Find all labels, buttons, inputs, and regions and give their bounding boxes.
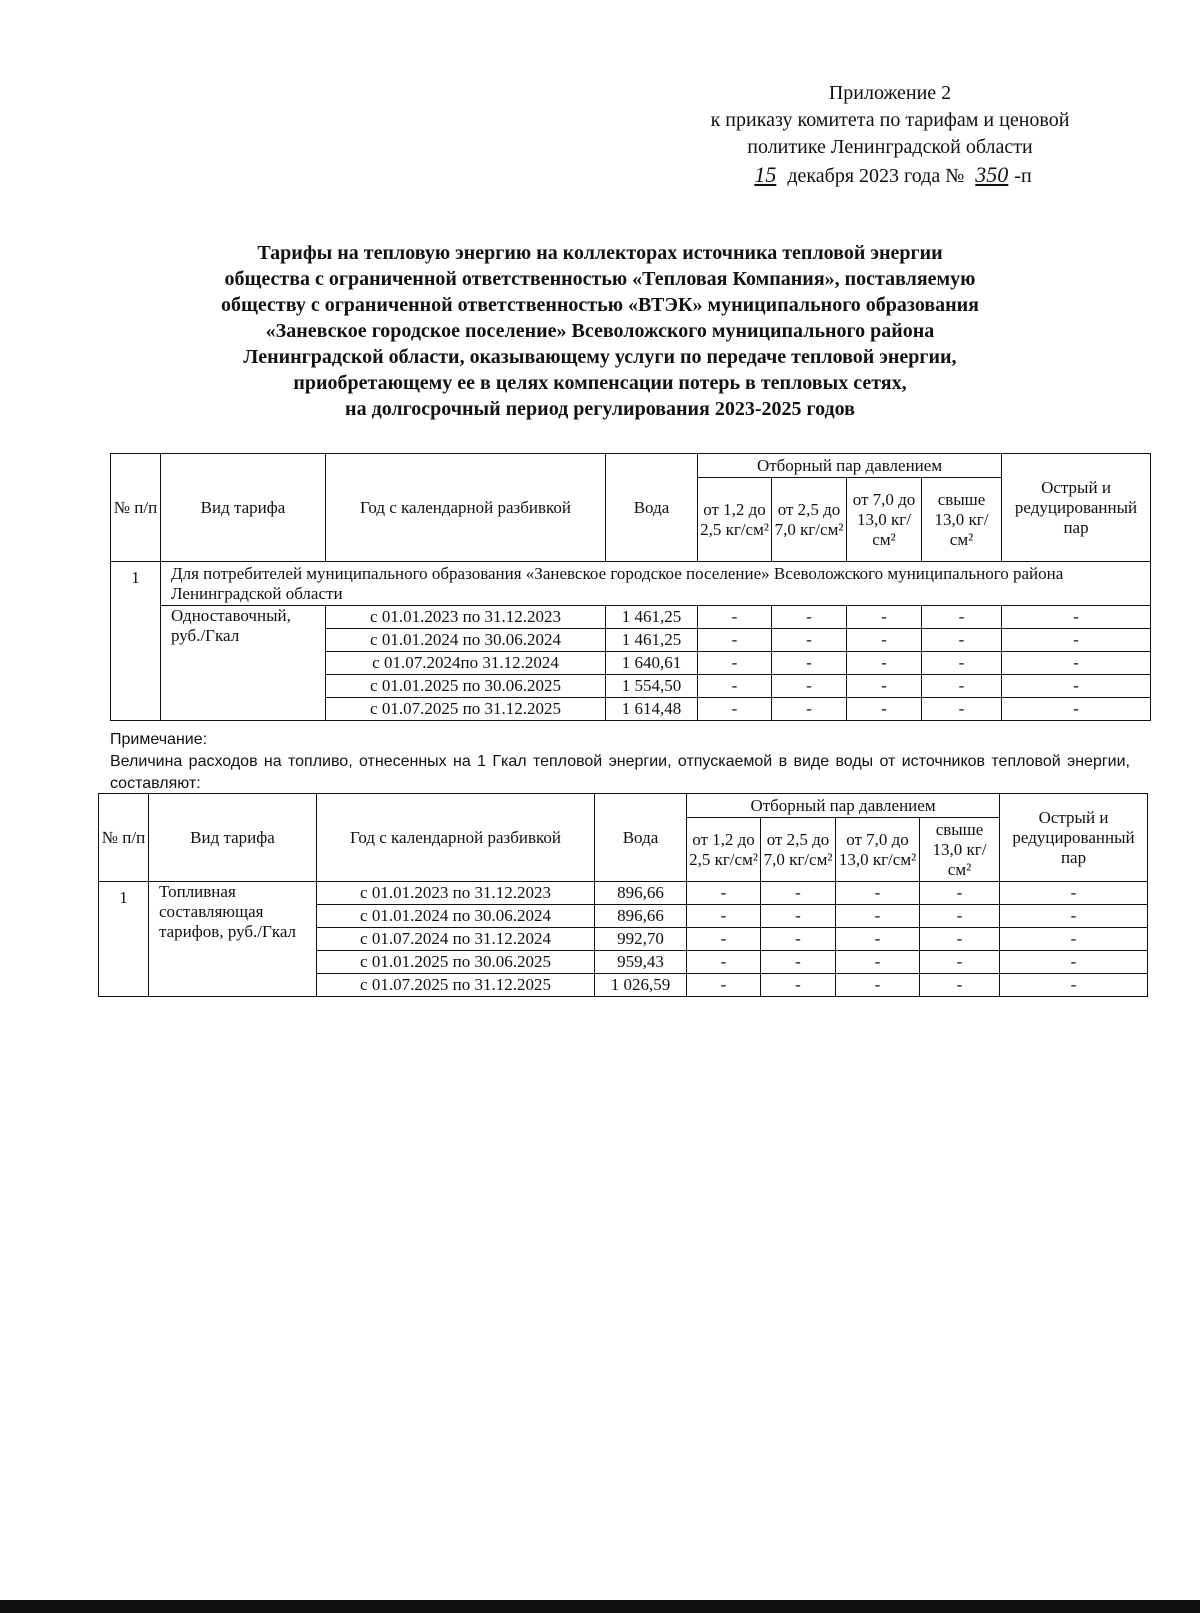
order-suffix: -п	[1014, 165, 1032, 187]
period: с 01.01.2025 по 30.06.2025	[317, 951, 595, 974]
steam-value: -	[772, 698, 847, 721]
header-num: № п/п	[99, 794, 149, 882]
period: с 01.07.2025 по 31.12.2025	[326, 698, 606, 721]
steam-value: -	[920, 974, 1000, 997]
title-line: общества с ограниченной ответственностью «Тепловая Компания», поставляемую	[224, 268, 976, 290]
header-pressure-3: от 7,0 до 13,0 кг/см²	[847, 478, 922, 562]
water-value: 896,66	[595, 905, 687, 928]
date-text: декабря 2023 года №	[787, 165, 965, 187]
sharp-value: -	[1000, 928, 1148, 951]
water-value: 1 640,61	[606, 652, 698, 675]
note-text: Величина расходов на топливо, отнесенных на 1 Гкал тепловой энергии, отпускаемой в виде воды от источников тепловой энергии, составляют:	[110, 753, 1130, 792]
header-pressure-3: от 7,0 до 13,0 кг/см²	[836, 818, 920, 882]
steam-value: -	[836, 951, 920, 974]
period: с 01.07.2024по 31.12.2024	[326, 652, 606, 675]
handwritten-day: 15	[754, 162, 777, 187]
steam-value: -	[687, 951, 761, 974]
steam-value: -	[836, 905, 920, 928]
steam-value: -	[761, 928, 836, 951]
period: с 01.01.2024 по 30.06.2024	[317, 905, 595, 928]
tariff-type: Одноставочный, руб./Гкал	[161, 606, 326, 721]
row-number: 1	[99, 882, 149, 997]
annex-line-3: политике Ленинградской области	[747, 136, 1033, 158]
sharp-value: -	[1000, 974, 1148, 997]
steam-value: -	[847, 675, 922, 698]
steam-value: -	[922, 652, 1002, 675]
annex-block	[640, 80, 1140, 190]
steam-value: -	[836, 974, 920, 997]
header-pressure-1: от 1,2 до 2,5 кг/см²	[687, 818, 761, 882]
period: с 01.01.2025 по 30.06.2025	[326, 675, 606, 698]
water-value: 1 554,50	[606, 675, 698, 698]
sharp-value: -	[1000, 951, 1148, 974]
header-tariff-type: Вид тарифа	[149, 794, 317, 882]
tariff-table	[110, 453, 1151, 721]
steam-value: -	[922, 675, 1002, 698]
steam-value: -	[761, 974, 836, 997]
steam-value: -	[920, 905, 1000, 928]
title-line: приобретающему ее в целях компенсации потерь в тепловых сетях,	[293, 372, 907, 394]
header-steam: Отборный пар давлением	[698, 454, 1002, 478]
header-water: Вода	[606, 454, 698, 562]
steam-value: -	[772, 652, 847, 675]
header-num: № п/п	[111, 454, 161, 562]
steam-value: -	[836, 928, 920, 951]
steam-value: -	[698, 675, 772, 698]
tariff-type: Топливная составляющая тарифов, руб./Гкал	[149, 882, 317, 997]
header-steam: Отборный пар давлением	[687, 794, 1000, 818]
note-block	[110, 729, 1130, 795]
steam-value: -	[847, 652, 922, 675]
header-sharp-steam: Острый и редуцированный пар	[1002, 454, 1151, 562]
steam-value: -	[687, 905, 761, 928]
water-value: 896,66	[595, 882, 687, 905]
document-title	[100, 240, 1100, 422]
title-line: обществу с ограниченной ответственностью «ВТЭК» муниципального образования	[221, 294, 979, 316]
steam-value: -	[847, 606, 922, 629]
fuel-cost-table	[98, 793, 1148, 997]
water-value: 1 461,25	[606, 606, 698, 629]
sharp-value: -	[1002, 629, 1151, 652]
annex-date-line	[640, 161, 1140, 190]
steam-value: -	[920, 951, 1000, 974]
steam-value: -	[772, 606, 847, 629]
sharp-value: -	[1002, 675, 1151, 698]
header-pressure-4: свыше 13,0 кг/см²	[920, 818, 1000, 882]
title-line: «Заневское городское поселение» Всеволожского муниципального района	[265, 320, 935, 342]
steam-value: -	[847, 698, 922, 721]
steam-value: -	[698, 652, 772, 675]
period: с 01.01.2023 по 31.12.2023	[317, 882, 595, 905]
steam-value: -	[847, 629, 922, 652]
sharp-value: -	[1002, 606, 1151, 629]
water-value: 959,43	[595, 951, 687, 974]
header-pressure-2: от 2,5 до 7,0 кг/см²	[772, 478, 847, 562]
scan-border	[0, 1600, 1200, 1613]
steam-value: -	[761, 905, 836, 928]
note-label: Примечание:	[110, 731, 208, 748]
steam-value: -	[687, 974, 761, 997]
steam-value: -	[698, 629, 772, 652]
header-period: Год с календарной разбивкой	[317, 794, 595, 882]
title-line: Ленинградской области, оказывающему услуги по передаче тепловой энергии,	[243, 346, 957, 368]
annex-line-1: Приложение 2	[828, 82, 952, 104]
steam-value: -	[698, 698, 772, 721]
steam-value: -	[687, 928, 761, 951]
steam-value: -	[761, 882, 836, 905]
period: с 01.01.2023 по 31.12.2023	[326, 606, 606, 629]
sharp-value: -	[1002, 652, 1151, 675]
water-value: 1 614,48	[606, 698, 698, 721]
period: с 01.07.2024 по 31.12.2024	[317, 928, 595, 951]
header-sharp-steam: Острый и редуцированный пар	[1000, 794, 1148, 882]
period: с 01.01.2024 по 30.06.2024	[326, 629, 606, 652]
sharp-value: -	[1002, 698, 1151, 721]
steam-value: -	[687, 882, 761, 905]
water-value: 1 461,25	[606, 629, 698, 652]
steam-value: -	[922, 606, 1002, 629]
header-pressure-4: свыше 13,0 кг/см²	[922, 478, 1002, 562]
steam-value: -	[698, 606, 772, 629]
sharp-value: -	[1000, 882, 1148, 905]
annex-line-2: к приказу комитета по тарифам и ценовой	[710, 109, 1070, 131]
header-pressure-2: от 2,5 до 7,0 кг/см²	[761, 818, 836, 882]
steam-value: -	[772, 629, 847, 652]
steam-value: -	[922, 629, 1002, 652]
header-tariff-type: Вид тарифа	[161, 454, 326, 562]
title-line: на долгосрочный период регулирования 2023-2025 годов	[345, 398, 855, 420]
header-period: Год с календарной разбивкой	[326, 454, 606, 562]
header-pressure-1: от 1,2 до 2,5 кг/см²	[698, 478, 772, 562]
water-value: 992,70	[595, 928, 687, 951]
row-number: 1	[111, 562, 161, 721]
table-row	[99, 882, 1148, 905]
sharp-value: -	[1000, 905, 1148, 928]
steam-value: -	[920, 882, 1000, 905]
title-line: Тарифы на тепловую энергию на коллекторах источника тепловой энергии	[257, 242, 943, 264]
water-value: 1 026,59	[595, 974, 687, 997]
steam-value: -	[922, 698, 1002, 721]
period: с 01.07.2025 по 31.12.2025	[317, 974, 595, 997]
header-water: Вода	[595, 794, 687, 882]
steam-value: -	[920, 928, 1000, 951]
steam-value: -	[761, 951, 836, 974]
handwritten-order-number: 350	[975, 162, 1009, 187]
table-row	[111, 606, 1151, 629]
consumer-group: Для потребителей муниципального образования «Заневское городское поселение» Всеволожского муниципального района Ленинградской области	[161, 562, 1151, 606]
steam-value: -	[836, 882, 920, 905]
steam-value: -	[772, 675, 847, 698]
